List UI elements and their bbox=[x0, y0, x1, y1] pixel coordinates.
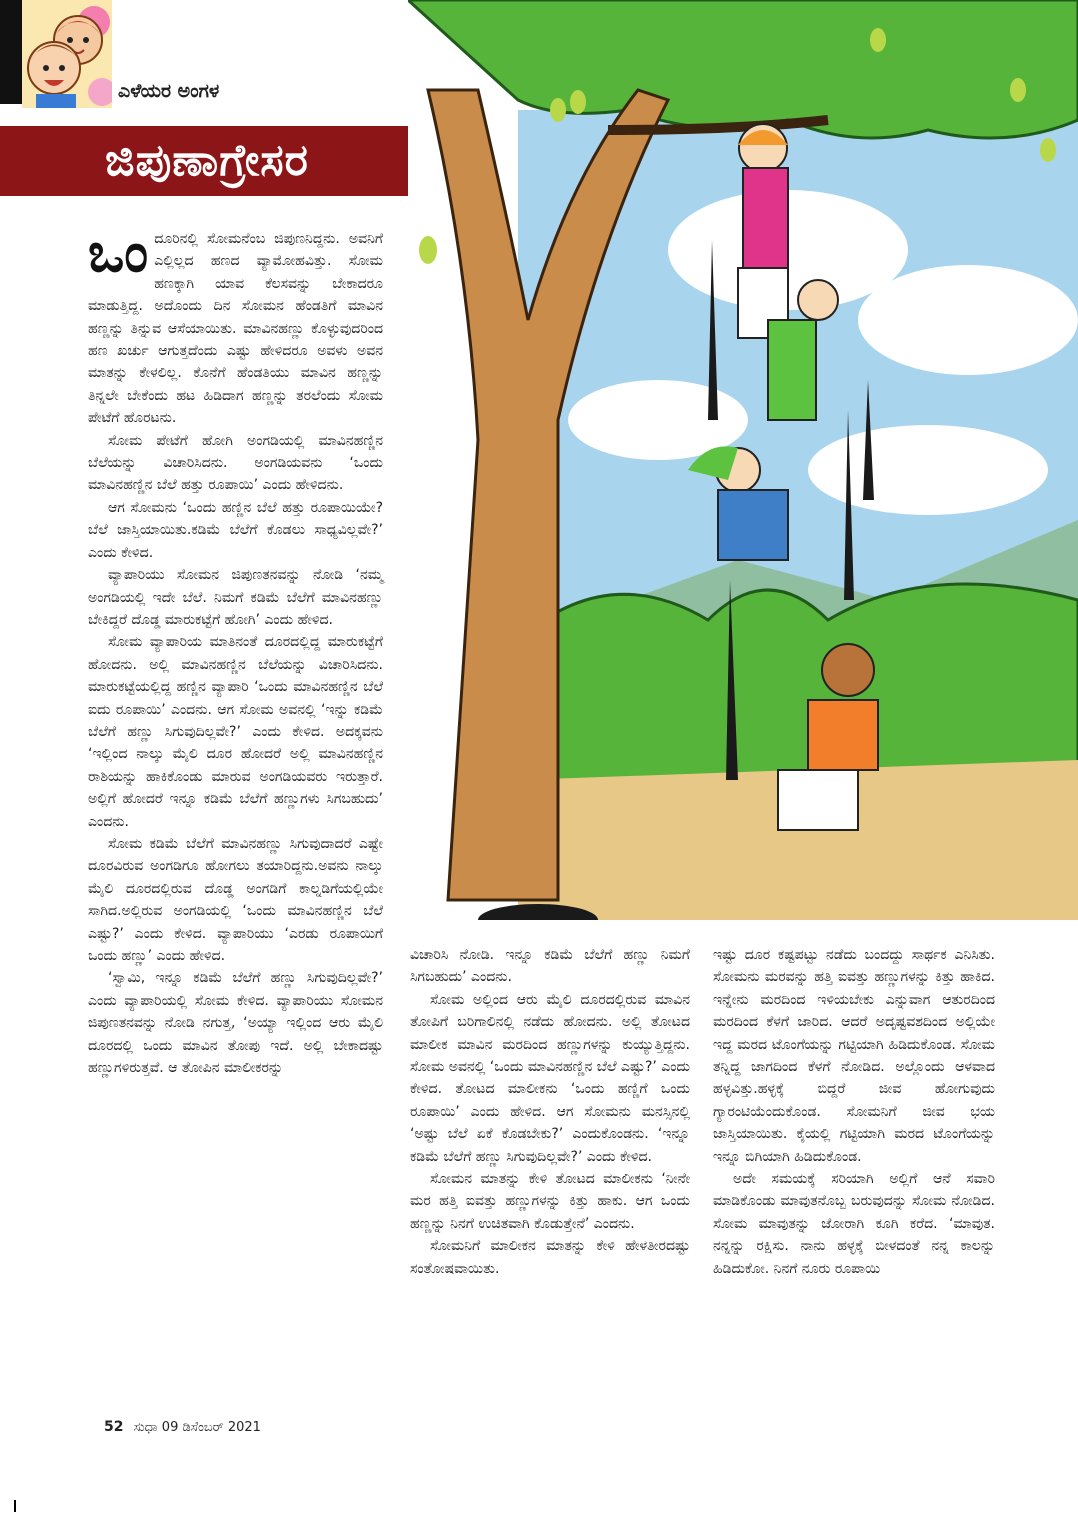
article-column-1 bbox=[88, 220, 383, 1408]
paragraph: ಸೋಮನಿಗೆ ಮಾಲೀಕನ ಮಾತನ್ನು ಕೇಳಿ ಹೇಳತೀರದಷ್ಟು ಸಂತೋಷವಾಯಿತು. bbox=[410, 1238, 690, 1277]
paragraph: ಸೋಮ ಅಲ್ಲಿಂದ ಆರು ಮೈಲಿ ದೂರದಲ್ಲಿರುವ ಮಾವಿನ ತೋಪಿಗೆ ಬರಿಗಾಲಿನಲ್ಲಿ ನಡೆದು ಹೋದನು. ಅಲ್ಲಿ ತೋಟದ ಮಾಲೀಕ ಮಾವಿನ ಮರದಿಂದ ಹಣ್ಣುಗಳನ್ನು ಕುಯ್ಯುತ್ತಿದ್ದನು. ಸೋಮ ಅವನಲ್ಲಿ ‘ಒಂದು ಮಾವಿನಹಣ್ಣಿನ ಬೆಲೆ ಎಷ್ಟು?’ ಎಂದು ಕೇಳಿದ. ತೋಟದ ಮಾಲೀಕನು ‘ಒಂದು ಹಣ್ಣಿಗೆ ಒಂದು ರೂಪಾಯಿ’ ಎಂದು ಹೇಳಿದ. ಆಗ ಸೋಮನು ಮನಸ್ಸಿನಲ್ಲಿ ‘ಅಷ್ಟು ಬೆಲೆ ಏಕೆ ಕೊಡಬೇಕು?’ ಎಂದುಕೊಂಡನು. ‘ಇನ್ನೂ ಕಡಿಮೆ ಬೆಲೆಗೆ ಹಣ್ಣು ಸಿಗುವುದಿಲ್ಲವೇ?’ ಎಂದು ಕೇಳಿದ. bbox=[410, 991, 690, 1165]
paragraph: ವಿಚಾರಿಸಿ ನೋಡಿ. ಇನ್ನೂ ಕಡಿಮೆ ಬೆಲೆಗೆ ಹಣ್ಣು ನಿಮಗೆ ಸಿಗಬಹುದು’ ಎಂದನು. bbox=[410, 947, 690, 986]
story-illustration bbox=[408, 0, 1078, 920]
paragraph: ‘ಸ್ವಾಮಿ, ಇನ್ನೂ ಕಡಿಮೆ ಬೆಲೆಗೆ ಹಣ್ಣು ಸಿಗುವುದಿಲ್ಲವೇ?’ ಎಂದು ವ್ಯಾಪಾರಿಯಲ್ಲಿ ಸೋಮ ಕೇಳಿದ. ವ್ಯಾಪಾರಿಯು ಸೋಮನ ಜಿಪುಣತನವನ್ನು ನೋಡಿ ನಗುತ್ತ, ‘ಅಯ್ಯಾ ಇಲ್ಲಿಂದ ಆರು ಮೈಲಿ ದೂರದಲ್ಲಿ ಒಂದು ಮಾವಿನ ತೋಪು ಇದೆ. ಅಲ್ಲಿ ಬೇಕಾದಷ್ಟು ಹಣ್ಣುಗಳಿರುತ್ತವೆ. ಆ ತೋಪಿನ ಮಾಲೀಕರನ್ನು bbox=[88, 970, 383, 1077]
paragraph: ಆಗ ಸೋಮನು ‘ಒಂದು ಹಣ್ಣಿನ ಬೆಲೆ ಹತ್ತು ರೂಪಾಯಿಯೇ? ಬೆಲೆ ಜಾಸ್ತಿಯಾಯಿತು.ಕಡಿಮೆ ಬೆಲೆಗೆ ಕೊಡಲು ಸಾಧ್ಯವಿಲ್ಲವೇ?’ ಎಂದು ಕೇಳಿದ. bbox=[88, 499, 383, 561]
paragraph: ಸೋಮ ಕಡಿಮೆ ಬೆಲೆಗೆ ಮಾವಿನಹಣ್ಣು ಸಿಗುವುದಾದರೆ ಎಷ್ಟೇ ದೂರವಿರುವ ಅಂಗಡಿಗೂ ಹೋಗಲು ತಯಾರಿದ್ದನು.ಅವನು ನಾಲ್ಕು ಮೈಲಿ ದೂರದಲ್ಲಿರುವ ದೊಡ್ಡ ಅಂಗಡಿಗೆ ಕಾಲ್ನಡಿಗೆಯಲ್ಲಿಯೇ ಸಾಗಿದ.ಅಲ್ಲಿರುವ ಅಂಗಡಿಯಲ್ಲಿ ‘ಒಂದು ಮಾವಿನಹಣ್ಣಿನ ಬೆಲೆ ಎಷ್ಟು?’ ಎಂದು ಕೇಳಿದ. ವ್ಯಾಪಾರಿಯು ‘ಎರಡು ರೂಪಾಯಿಗೆ ಒಂದು ಹಣ್ಣು’ ಎಂದು ಹೇಳಿದ. bbox=[88, 835, 383, 964]
article-column-2 bbox=[410, 944, 690, 1404]
section-label: ಎಳೆಯರ ಅಂಗಳ bbox=[118, 80, 220, 102]
paragraph: ಸೋಮ ಪೇಟೆಗೆ ಹೋಗಿ ಅಂಗಡಿಯಲ್ಲಿ ಮಾವಿನಹಣ್ಣಿನ ಬೆಲೆಯನ್ನು ವಿಚಾರಿಸಿದನು. ಅಂಗಡಿಯವನು ‘ಒಂದು ಮಾವಿನಹಣ್ಣಿನ ಬೆಲೆ ಹತ್ತು ರೂಪಾಯಿ’ ಎಂದು ಹೇಳಿದನು. bbox=[88, 432, 383, 494]
issue-date: 09 ಡಿಸೆಂಬರ್ 2021 bbox=[161, 1420, 261, 1435]
page-footer bbox=[104, 1419, 261, 1435]
paragraph bbox=[88, 220, 383, 430]
paragraph: ಸೋಮನ ಮಾತನ್ನು ಕೇಳಿ ತೋಟದ ಮಾಲೀಕನು ‘ನೀನೇ ಮರ ಹತ್ತಿ ಐವತ್ತು ಹಣ್ಣುಗಳನ್ನು ಕಿತ್ತು ಹಾಕು. ಆಗ ಒಂದು ಹಣ್ಣನ್ನು ನಿನಗೆ ಉಚಿತವಾಗಿ ಕೊಡುತ್ತೇನೆ’ ಎಂದನು. bbox=[410, 1171, 690, 1232]
article-title: ಜಿಪುಣಾಗ್ರೇಸರ bbox=[105, 135, 309, 186]
article-column-3 bbox=[713, 944, 995, 1404]
section-logo bbox=[22, 0, 112, 108]
paragraph: ಸೋಮ ವ್ಯಾಪಾರಿಯ ಮಾತಿನಂತೆ ದೂರದಲ್ಲಿದ್ದ ಮಾರುಕಟ್ಟೆಗೆ ಹೋದನು. ಅಲ್ಲಿ ಮಾವಿನಹಣ್ಣಿನ ಬೆಲೆಯನ್ನು ವಿಚಾರಿಸಿದನು. ಮಾರುಕಟ್ಟೆಯಲ್ಲಿದ್ದ ಹಣ್ಣಿನ ವ್ಯಾಪಾರಿ ‘ಒಂದು ಮಾವಿನಹಣ್ಣಿನ ಬೆಲೆ ಐದು ರೂಪಾಯಿ’ ಎಂದನು. ಆಗ ಸೋಮ ಅವನಲ್ಲಿ ‘ಇನ್ನು ಕಡಿಮೆ ಬೆಲೆಗೆ ಹಣ್ಣು ಸಿಗುವುದಿಲ್ಲವೇ?’ ಎಂದು ಕೇಳಿದ. ಅದಕ್ಕವನು ‘ಇಲ್ಲಿಂದ ನಾಲ್ಕು ಮೈಲಿ ದೂರ ಹೋದರೆ ಅಲ್ಲಿ ಮಾವಿನಹಣ್ಣಿನ ರಾಶಿಯನ್ನು ಹಾಕಿಕೊಂಡು ಮಾರುವ ಅಂಗಡಿಯವರು ಇರುತ್ತಾರೆ. ಅಲ್ಲಿಗೆ ಹೋದರೆ ಇನ್ನೂ ಕಡಿಮೆ ಬೆಲೆಗೆ ಹಣ್ಣುಗಳು ಸಿಗಬಹುದು’ ಎಂದನು. bbox=[88, 634, 383, 830]
page-number: 52 bbox=[104, 1419, 124, 1435]
dropcap: ಒಂ bbox=[88, 220, 149, 284]
paragraph: ವ್ಯಾಪಾರಿಯು ಸೋಮನ ಜಿಪುಣತನವನ್ನು ನೋಡಿ ‘ನಮ್ಮ ಅಂಗಡಿಯಲ್ಲಿ ಇದೇ ಬೆಲೆ. ನಿಮಗೆ ಕಡಿಮೆ ಬೆಲೆಗೆ ಮಾವಿನಹಣ್ಣು ಬೇಕಿದ್ದರೆ ದೊಡ್ಡ ಮಾರುಕಟ್ಟೆಗೆ ಹೋಗಿ’ ಎಂದು ಹೇಳಿದ. bbox=[88, 567, 383, 628]
children-faces-icon bbox=[22, 0, 112, 108]
corner-black-block bbox=[0, 0, 22, 104]
paragraph-text: ದೂರಿನಲ್ಲಿ ಸೋಮನೆಂಬ ಜಿಪುಣನಿದ್ದನು. ಅವನಿಗೆ ಎಲ್ಲಿಲ್ಲದ ಹಣದ ವ್ಯಾಮೋಹವಿತ್ತು. ಸೋಮ ಹಣಕ್ಕಾಗಿ ಯಾವ ಕೆಲಸವನ್ನು ಬೇಕಾದರೂ ಮಾಡುತ್ತಿದ್ದ. ಅದೊಂದು ದಿನ ಸೋಮನ ಹೆಂಡತಿಗೆ ಮಾವಿನ ಹಣ್ಣನ್ನು ತಿನ್ನುವ ಆಸೆಯಾಯಿತು. ಮಾವಿನಹಣ್ಣು ಕೊಳ್ಳುವುದರಿಂದ ಹಣ ಖರ್ಚು ಆಗುತ್ತದೆಂದು ಎಷ್ಟು ಹೇಳಿದರೂ ಅವಳು ಅವನ ಮಾತನ್ನು ಕೇಳಲಿಲ್ಲ. ಕೊನೆಗೆ ಹೆಂಡತಿಯು ಮಾವಿನ ಹಣ್ಣನ್ನು ತಿನ್ನಲೇ ಬೇಕೆಂದು ಹಟ ಹಿಡಿದಾಗ ಹಣ್ಣನ್ನು ತರಲೆಂದು ಸೋಮ ಪೇಟೆಗೆ ಹೊರಟನು. bbox=[88, 231, 383, 427]
crop-mark bbox=[14, 1500, 16, 1512]
paragraph: ಇಷ್ಟು ದೂರ ಕಷ್ಟಪಟ್ಟು ನಡೆದು ಬಂದದ್ದು ಸಾರ್ಥಕ ಎನಿಸಿತು. ಸೋಮನು ಮರವನ್ನು ಹತ್ತಿ ಐವತ್ತು ಹಣ್ಣುಗಳನ್ನು ಕಿತ್ತು ಹಾಕಿದ. ಇನ್ನೇನು ಮರದಿಂದ ಇಳಿಯಬೇಕು ಎನ್ನುವಾಗ ಆತುರದಿಂದ ಮರದಿಂದ ಕೆಳಗೆ ಜಾರಿದ. ಆದರೆ ಅದೃಷ್ಟವಶದಿಂದ ಅಲ್ಲಿಯೇ ಇದ್ದ ಮರದ ಟೊಂಗೆಯನ್ನು ಗಟ್ಟಿಯಾಗಿ ಹಿಡಿದುಕೊಂಡ. ಸೋಮ ತನ್ನಿದ್ದ ಜಾಗದಿಂದ ಕೆಳಗೆ ನೋಡಿದ. ಅಲ್ಲೊಂದು ಆಳವಾದ ಹಳ್ಳವಿತ್ತು.ಹಳ್ಳಕ್ಕೆ ಬಿದ್ದರೆ ಜೀವ ಹೋಗುವುದು ಗ್ಯಾರಂಟಿಯೆಂದುಕೊಂಡ. ಸೋಮನಿಗೆ ಜೀವ ಭಯ ಜಾಸ್ತಿಯಾಯಿತು. ಕೈಯಲ್ಲಿ ಗಟ್ಟಿಯಾಗಿ ಮರದ ಟೊಂಗೆಯನ್ನು ಇನ್ನೂ ಬಿಗಿಯಾಗಿ ಹಿಡಿದುಕೊಂಡ. bbox=[713, 947, 995, 1165]
magazine-name: ಸುಧಾ bbox=[133, 1420, 158, 1435]
paragraph: ಅದೇ ಸಮಯಕ್ಕೆ ಸರಿಯಾಗಿ ಅಲ್ಲಿಗೆ ಆನೆ ಸವಾರಿ ಮಾಡಿಕೊಂಡು ಮಾವುತನೊಬ್ಬ ಬರುವುದನ್ನು ಸೋಮ ನೋಡಿದ. ಸೋಮ ಮಾವುತನ್ನು ಜೋರಾಗಿ ಕೂಗಿ ಕರೆದ. ‘ಮಾವುತ. ನನ್ನನ್ನು ರಕ್ಷಿಸು. ನಾನು ಹಳ್ಳಕ್ಕೆ ಬೀಳದಂತೆ ನನ್ನ ಕಾಲನ್ನು ಹಿಡಿದುಕೋ. ನಿನಗೆ ನೂರು ರೂಪಾಯಿ bbox=[713, 1171, 995, 1277]
